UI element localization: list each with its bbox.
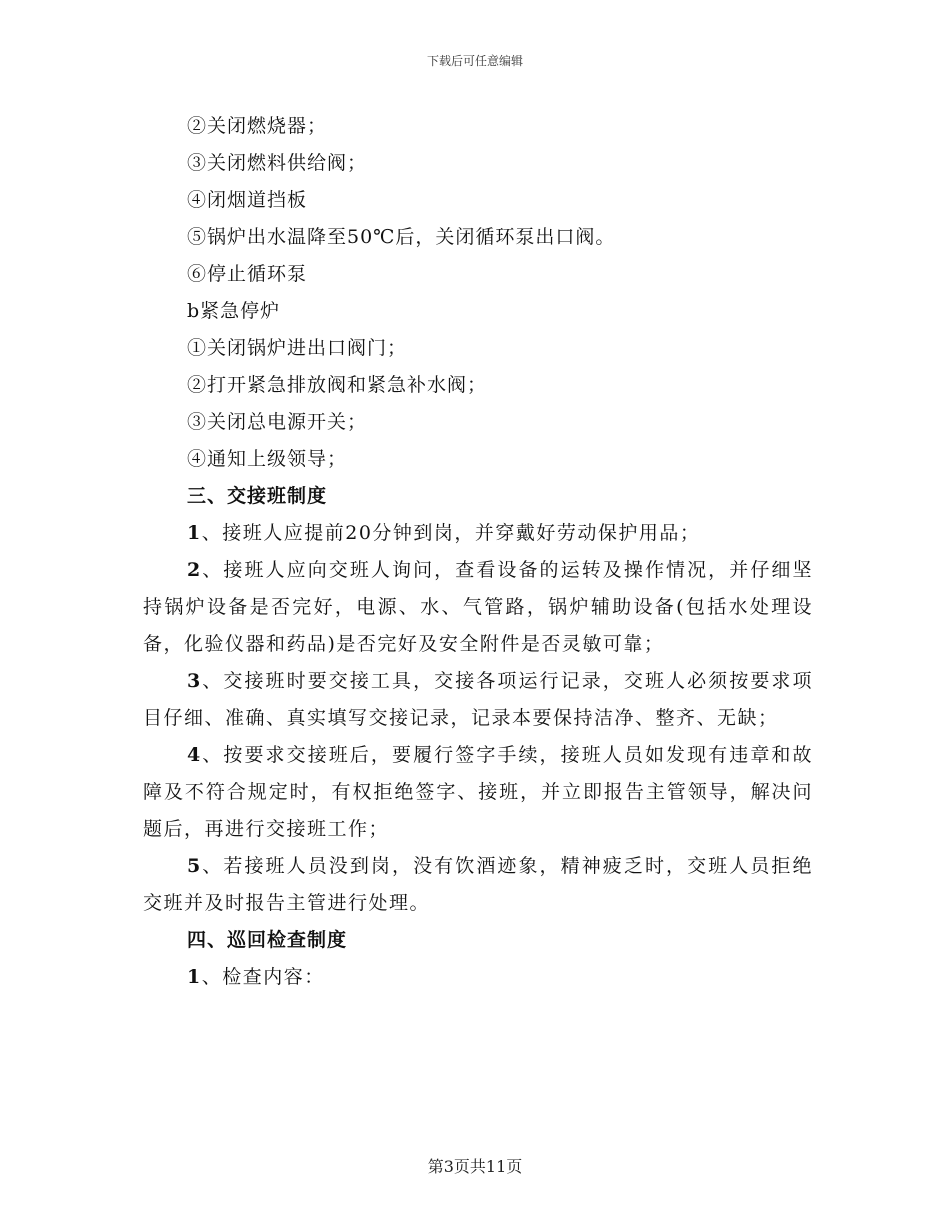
paragraph [143, 552, 813, 663]
paragraph [143, 737, 813, 848]
paragraph-text: 、若接班人员没到岗，没有饮酒迹象，精神疲乏时，交班人员拒绝交班并及时报告主管进行处理。 [143, 855, 813, 914]
page-footer: 第3页共11页 [427, 1157, 523, 1176]
list-item: ⑤锅炉出水温降至50℃后，关闭循环泵出口阀。 [187, 226, 616, 248]
list-item: ⑥停止循环泵 [187, 263, 308, 285]
paragraph-text: 、接班人应提前20分钟到岗，并穿戴好劳动保护用品； [201, 522, 701, 544]
item-number: 3 [187, 670, 202, 692]
section-heading: 三、交接班制度 [187, 485, 328, 507]
item-number: 1 [187, 966, 202, 988]
item-number: 2 [187, 559, 202, 581]
item-number: 4 [187, 744, 202, 766]
section-heading: 四、巡回检查制度 [187, 929, 348, 951]
paragraph-text: 、接班人应向交班人询问，查看设备的运转及操作情况，并仔细坚持锅炉设备是否完好，电源、水、气管路，锅炉辅助设备(包括水处理设备，化验仪器和药品)是否完好及安全附件是否灵敏可靠； [143, 559, 813, 655]
list-item: b紧急停炉 [187, 300, 281, 322]
list-item: ①关闭锅炉进出口阀门； [187, 337, 408, 359]
paragraph [143, 959, 813, 996]
item-number: 1 [187, 522, 202, 544]
page-header: 下载后可任意编辑 [426, 54, 523, 68]
list-item: ③关闭总电源开关； [187, 411, 368, 433]
paragraph-text: 、按要求交接班后，要履行签字手续，接班人员如发现有违章和故障及不符合规定时，有权拒绝签字、接班，并立即报告主管领导，解决问题后，再进行交接班工作； [143, 744, 813, 840]
document-body [143, 108, 813, 996]
list-item: ③关闭燃料供给阀； [187, 152, 368, 174]
paragraph [143, 515, 813, 552]
paragraph [143, 663, 813, 737]
list-item: ④闭烟道挡板 [187, 189, 308, 211]
list-item: ②打开紧急排放阀和紧急补水阀； [187, 374, 488, 396]
paragraph-text: 、检查内容： [201, 966, 325, 988]
paragraph-text: 、交接班时要交接工具，交接各项运行记录，交班人必须按要求项目仔细、准确、真实填写交接记录，记录本要保持洁净、整齐、无缺； [143, 670, 813, 729]
list-item: ④通知上级领导； [187, 448, 348, 470]
item-number: 5 [187, 855, 202, 877]
list-item: ②关闭燃烧器； [187, 115, 328, 137]
paragraph [143, 848, 813, 922]
